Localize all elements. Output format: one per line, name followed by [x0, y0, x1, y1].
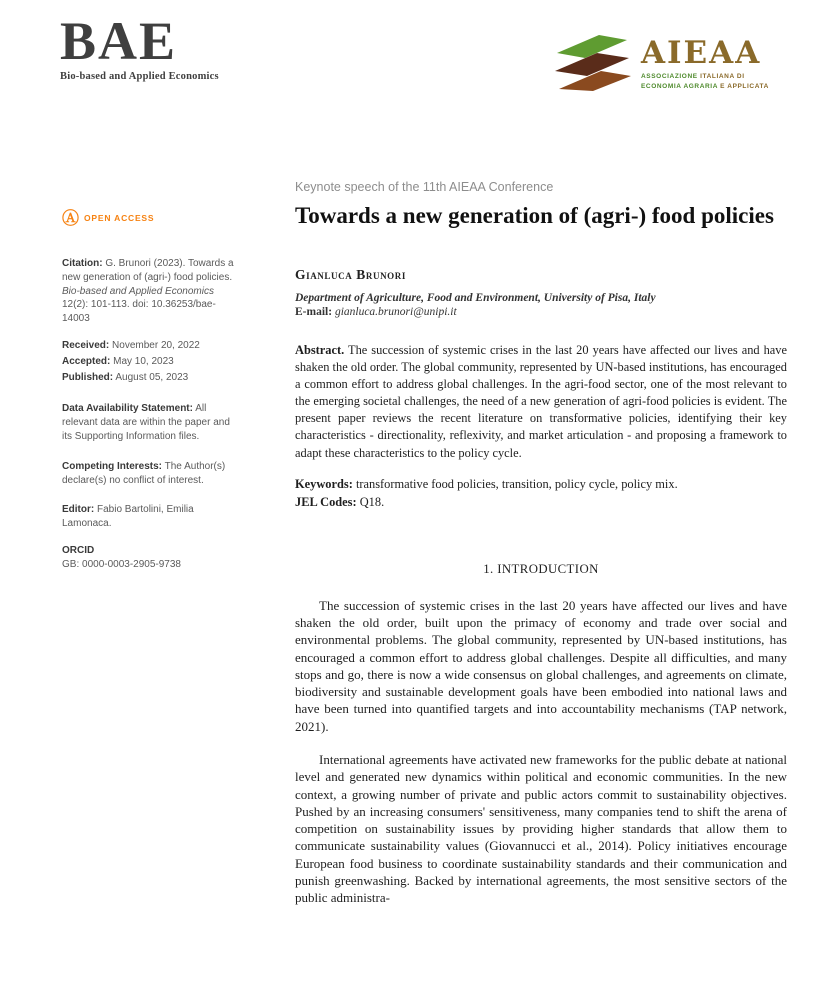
keywords-text: transformative food policies, transition, policy cycle, policy mix.: [355, 476, 678, 491]
aieaa-subtitle-1b: ITALIANA DI: [700, 72, 745, 80]
published-label: Published:: [62, 371, 114, 383]
author-affiliation: Department of Agriculture, Food and Environment, University of Pisa, Italy: [295, 291, 656, 304]
keywords-label: Keywords:: [295, 476, 353, 491]
editor-block: [62, 503, 240, 531]
citation-text: G. Brunori (2023). Towards a new generation of (agri-) food policies.: [62, 258, 234, 283]
abstract: [295, 342, 787, 462]
aieaa-subtitle-1a: ASSOCIAZIONE: [641, 72, 698, 80]
aieaa-subtitle: [641, 72, 769, 92]
accepted-block: [62, 355, 240, 369]
open-access-icon: Ⓐ: [62, 209, 79, 228]
orcid-block: [62, 544, 240, 572]
keywords-line: [295, 476, 787, 493]
aieaa-subtitle-2b: E APPLICATA: [720, 82, 769, 90]
published-date: August 05, 2023: [115, 371, 189, 383]
intro-paragraph-2: International agreements have activated new frameworks for the public debate at national level and generated new dynamics within political and economic communities. In the new context, a growing number of private and public actors commit to sustainability objectives. Pushed by an increasing consumers' sensitiveness, many companies tend to shift the arena of competition on sustainability issues by providing higher standards that allow them to communicate sustainability values (Giovannucci et al., 2014). Policy initiatives encourage European food business to coordinate sustainability standards and their communication and punish greenwashing. Backed by international agreements, the most sensitive sectors of the public administra-: [295, 752, 787, 906]
aieaa-subtitle-2a: ECONOMIA AGRARIA: [641, 82, 718, 90]
competing-interests-block: [62, 460, 240, 488]
received-date: November 20, 2022: [112, 339, 200, 351]
editor-label: Editor:: [62, 504, 95, 516]
conference-kicker: Keynote speech of the 11th AIEAA Conference: [295, 180, 554, 194]
aieaa-logo-text: [641, 34, 769, 92]
accepted-date: May 10, 2023: [113, 355, 174, 367]
competing-interests-text: The Author(s) declare(s) no conflict of interest.: [62, 460, 226, 486]
author-email-line: [295, 306, 787, 318]
citation-label: Citation:: [62, 258, 103, 269]
bae-journal-logo: [60, 11, 219, 82]
email-label: E-mail:: [295, 305, 333, 318]
jel-codes-line: [295, 495, 787, 510]
article-main-column: [295, 180, 787, 907]
abstract-text: The succession of systemic crises in the last 20 years have affected our lives and have shaken the old order. The global community, represented by UN-based institutions, has encouraged a common effort to address global challenges. In the agri-food sector, one of the most relevant to the emerging societal challenges, the need of a new generation of agri-food policies is evident. The present paper reviews the recent literature on transformative policies, identifying their key characteristics - directionality, reflexivity, and market articulation - and proposing a framework to adapt these characteristics to the policy cycle.: [295, 342, 787, 460]
open-access-label: OPEN ACCESS: [84, 212, 155, 223]
email-link[interactable]: gianluca.brunori@unipi.it: [334, 305, 457, 318]
open-access-badge: [62, 210, 240, 227]
citation-pages-doi: 12(2): 101-113. doi: 10.36253/bae-14003: [62, 299, 216, 325]
data-availability-block: [62, 402, 240, 443]
intro-paragraph-1: The succession of systemic crises in the last 20 years have affected our lives and have shaken the old order, built upon the primacy of economy and trade over social and environmental problems. The global community, represented by UN-based institutions, has encouraged a common effort to address global challenges. Despite all difficulties, and many stops and go, there is now a wide consensus on global challenges, and agreements on climate, biodiversity and sustainable development goals have been embodied into national laws and have been turned into quantified targets and into accountability mechanisms (TAP network, 2021).: [295, 597, 787, 734]
abstract-label: Abstract.: [295, 342, 345, 357]
accepted-label: Accepted:: [62, 355, 111, 367]
received-block: [62, 339, 240, 353]
aieaa-logo: [553, 33, 769, 96]
editor-names: Fabio Bartolini, Emilia Lamonaca.: [62, 504, 194, 530]
orcid-label: ORCID: [62, 544, 95, 556]
aieaa-name: AIEAA: [641, 34, 762, 71]
orcid-id: GB: 0000-0003-2905-9738: [62, 558, 181, 570]
aieaa-logo-icon: [553, 33, 631, 96]
received-label: Received:: [62, 339, 110, 351]
citation-block: [62, 257, 240, 326]
article-title: Towards a new generation of (agri-) food policies: [295, 203, 774, 228]
bae-logo-subtitle: Bio-based and Applied Economics: [60, 71, 219, 82]
data-availability-label: Data Availability Statement:: [62, 403, 193, 415]
jel-codes: Q18.: [359, 494, 385, 509]
citation-journal-name: Bio-based and Applied Economics: [62, 285, 214, 297]
author-name: Gianluca Brunori: [295, 266, 406, 282]
competing-interests-label: Competing Interests:: [62, 460, 163, 472]
section-heading-introduction: 1. INTRODUCTION: [483, 561, 599, 576]
bae-logo-text: BAE: [60, 11, 178, 71]
published-block: [62, 371, 240, 385]
article-metadata-sidebar: [62, 210, 240, 585]
jel-label: JEL Codes:: [295, 494, 357, 509]
data-availability-text: All relevant data are within the paper and its Supporting Information files.: [62, 403, 230, 442]
